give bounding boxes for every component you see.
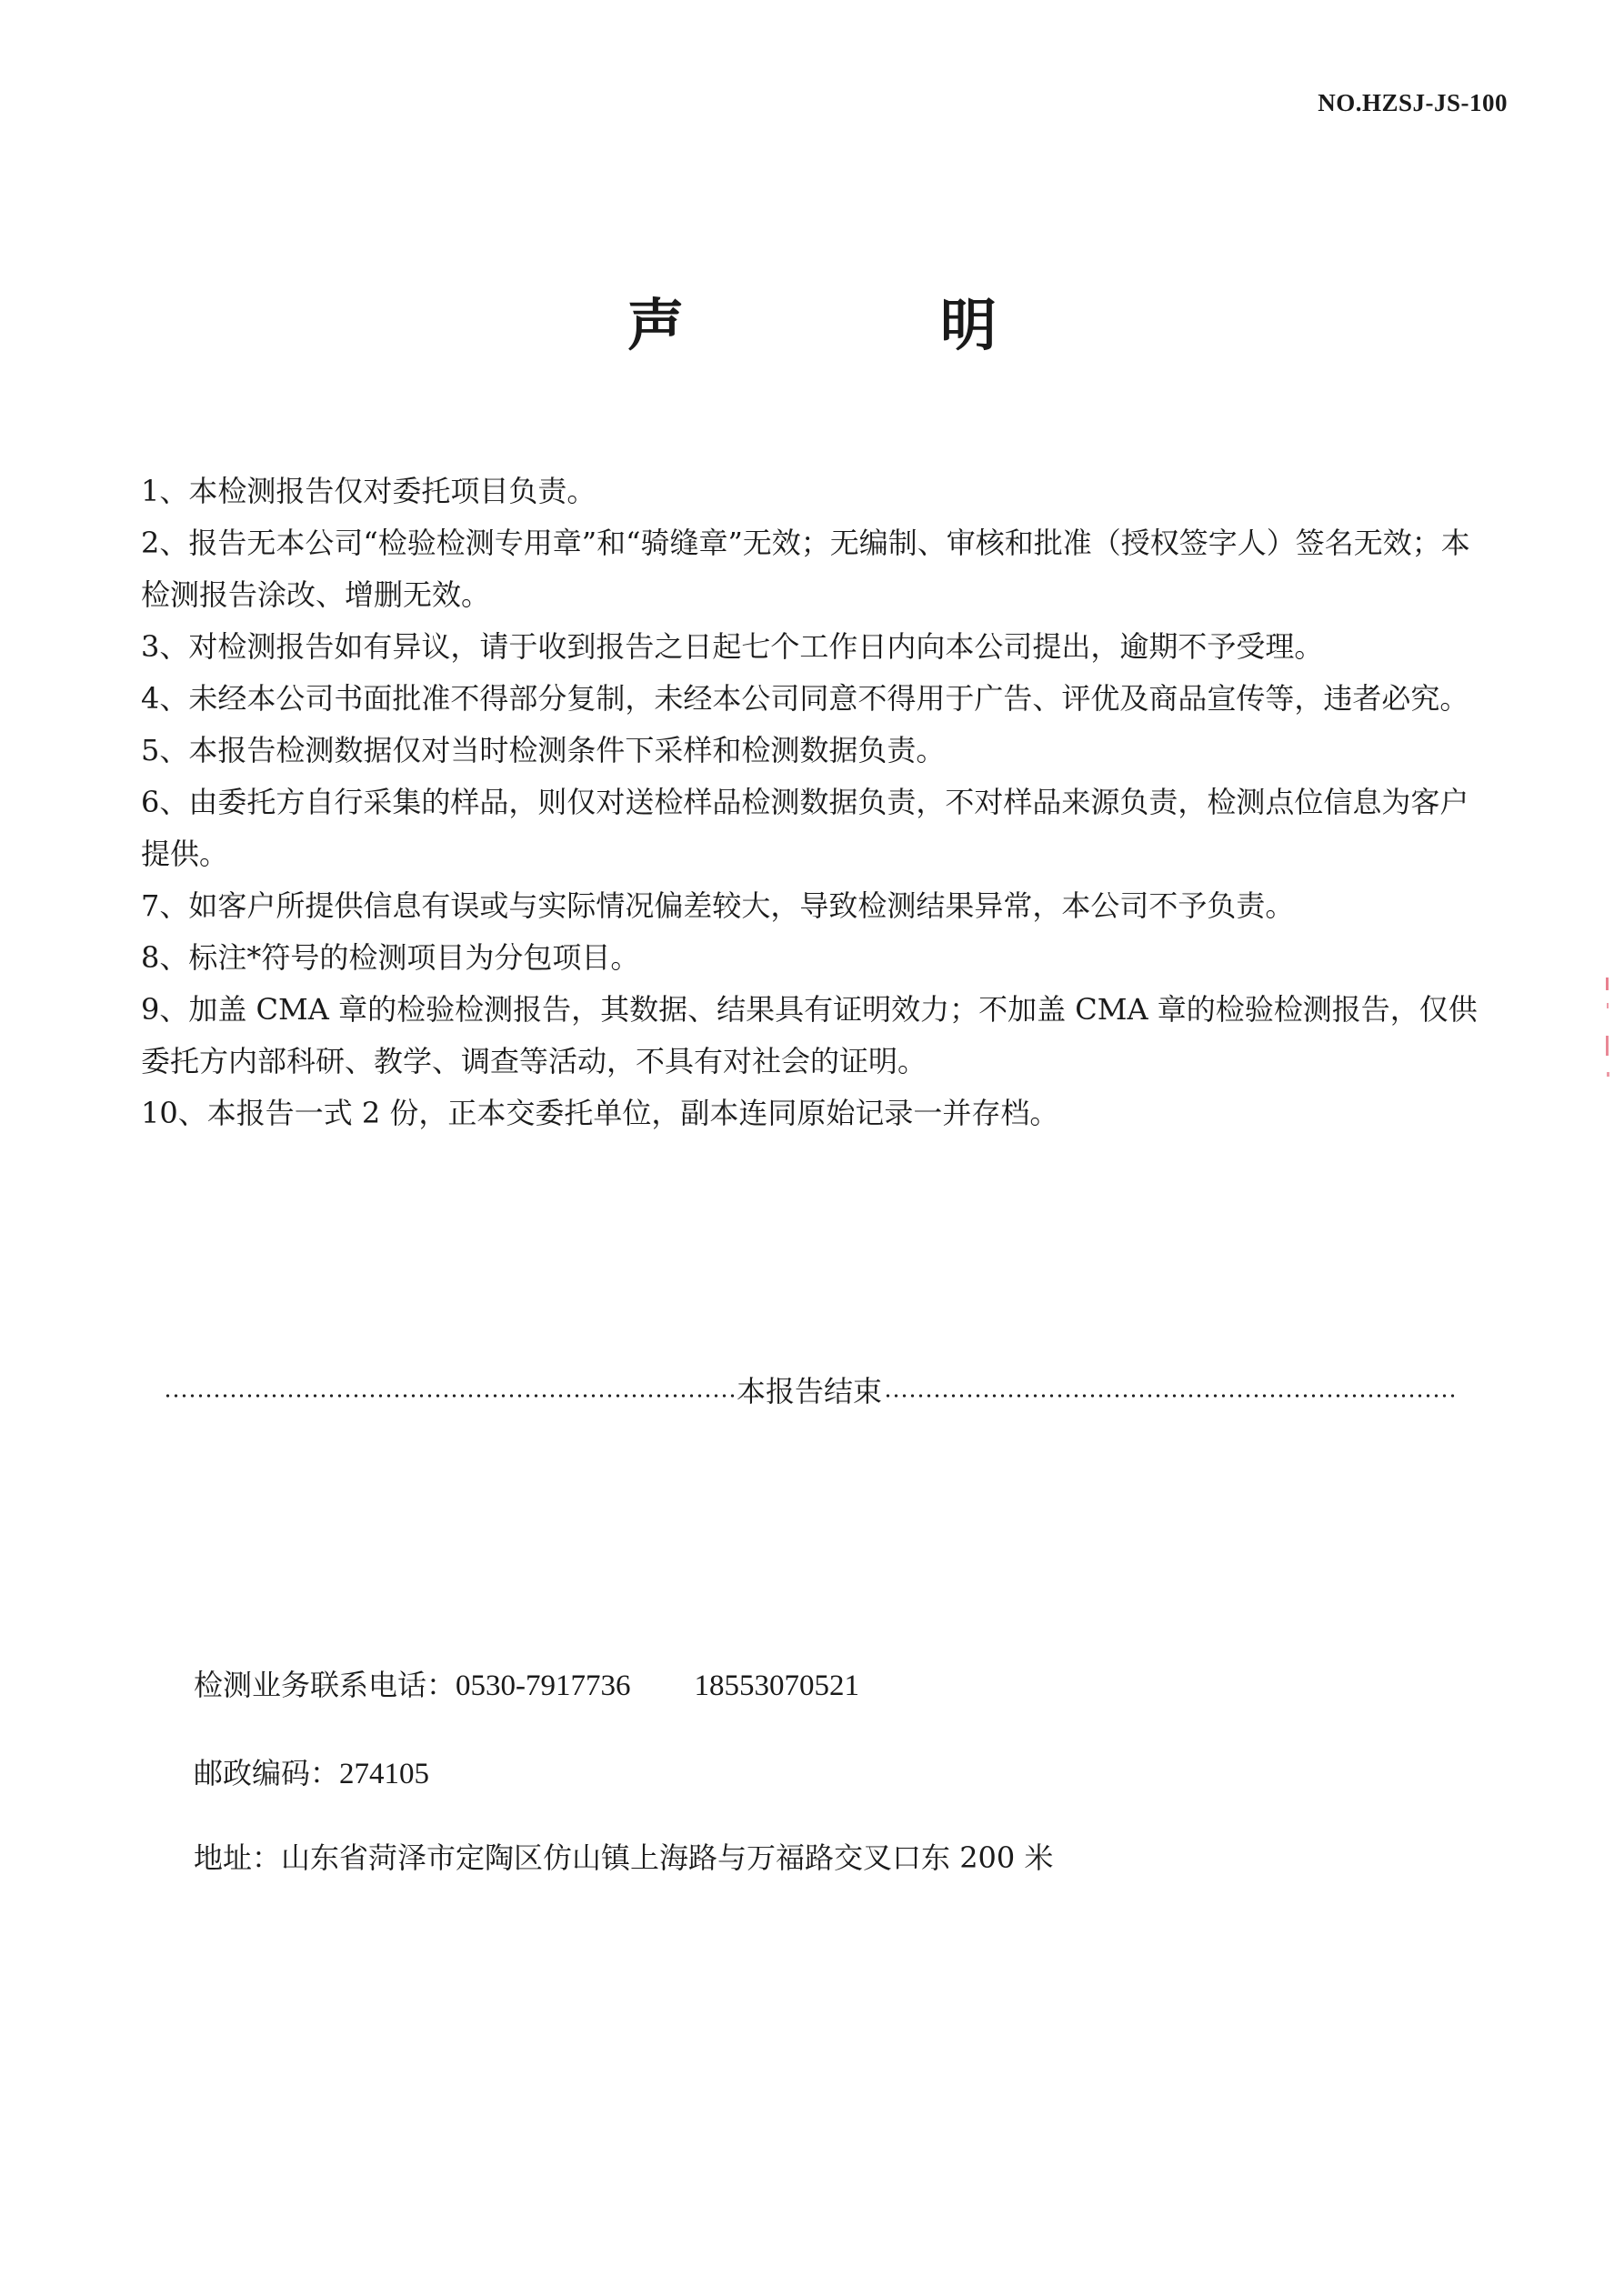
postal-label: 邮政编码： [194,1756,340,1790]
declaration-item-3: 3、对检测报告如有异议，请于收到报告之日起七个工作日内向本公司提出，逾期不予受理。 [141,629,1324,664]
declaration-list [141,466,1487,1139]
dotted-leader-right [884,1394,1455,1398]
page-title [0,280,1624,361]
declaration-item-4: 4、未经本公司书面批准不得部分复制，未经本公司同意不得用于广告、评优及商品宣传等，违者必究。 [141,681,1469,716]
phone-label: 检测业务联系电话： [194,1668,456,1702]
seam-stamp-fragment [1604,978,1613,1087]
address-label: 地址： [194,1840,282,1875]
declaration-item-7: 7、如客户所提供信息有误或与实际情况偏差较大，导致检测结果异常，本公司不予负责。 [141,888,1295,923]
declaration-item-8: 8、标注*符号的检测项目为分包项目。 [141,940,640,975]
declaration-item-6: 6、由委托方自行采集的样品，则仅对送检样品检测数据负责，不对样品来源负责，检测点位信息为客户提供。 [141,785,1469,871]
dotted-leader-left [164,1394,735,1398]
document-number: NO.HZSJ-JS-100 [1318,89,1508,116]
declaration-item-2: 2、报告无本公司“检验检测专用章”和“骑缝章”无效；无编制、审核和批准（授权签字人）签名无效；本检测报告涂改、增删无效。 [141,526,1470,612]
contact-postal-row [194,1750,429,1792]
postal-code: 274105 [339,1758,430,1790]
phone-number-1: 0530-7917736 [456,1669,631,1702]
contact-phone-row [194,1662,859,1704]
report-end-text: 本报告结束 [737,1374,883,1409]
declaration-item-1: 1、本检测报告仅对委托项目负责。 [141,474,596,508]
phone-number-2: 18553070521 [694,1669,860,1702]
declaration-item-5: 5、本报告检测数据仅对当时检测条件下采样和检测数据负责。 [141,733,946,767]
address-text: 山东省菏泽市定陶区仿山镇上海路与万福路交叉口东 200 米 [281,1840,1054,1875]
declaration-item-9: 9、加盖 CMA 章的检验检测报告，其数据、结果具有证明效力；不加盖 CMA 章的检验检测报告，仅供委托方内部科研、教学、调查等活动，不具有对社会的证明。 [141,992,1478,1078]
report-end-line [164,1369,1455,1410]
title-text: 声 明 [627,292,1097,358]
declaration-item-10: 10、本报告一式 2 份，正本交委托单位，副本连同原始记录一并存档。 [141,1096,1059,1130]
contact-address-row [194,1835,1053,1877]
